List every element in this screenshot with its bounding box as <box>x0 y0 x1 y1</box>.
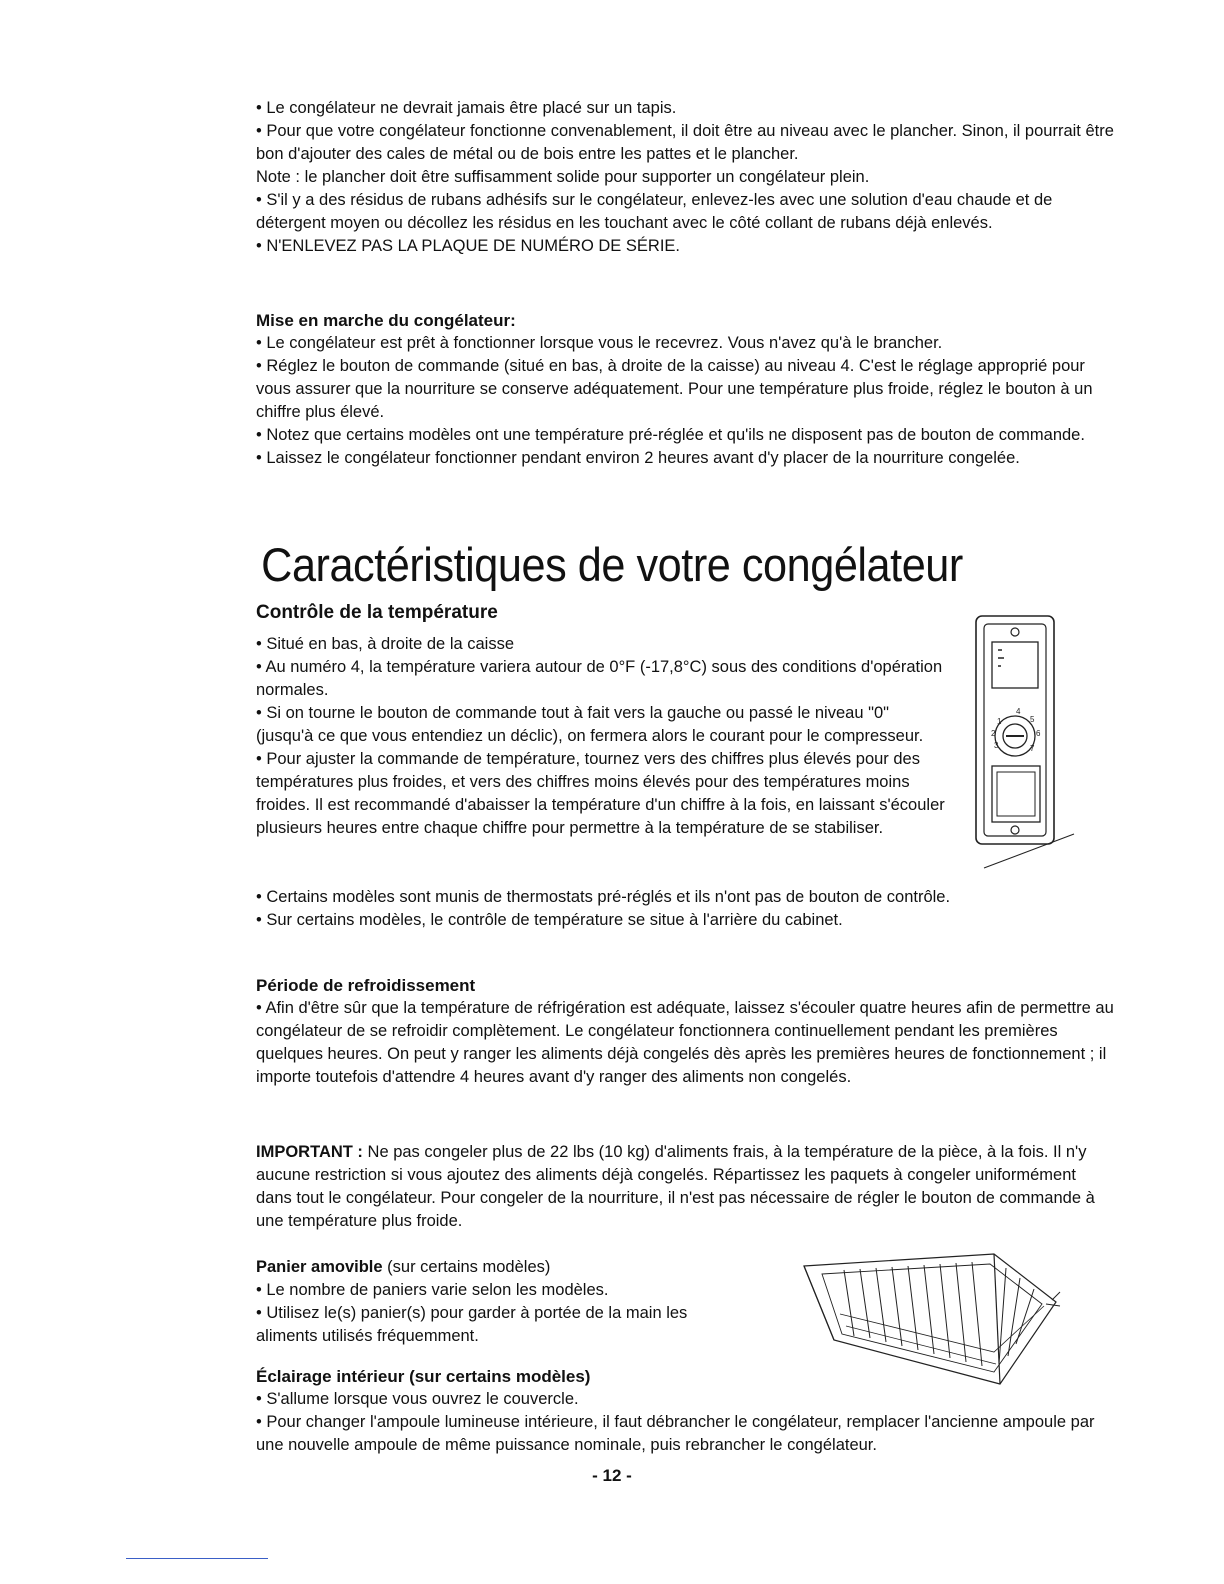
dial-number: 2 <box>991 729 996 738</box>
startup-heading: Mise en marche du congélateur: <box>256 311 516 330</box>
dial-number: 5 <box>1030 715 1035 724</box>
temperature-line: • Pour ajuster la commande de température, tournez vers des chiffres plus élevés pour des températures plus froides, et vers des chiffres moins élevés pour des températures moins froides. Il est recommandé d'abaisser la température d'un chiffre à la fois, en laissant s'écouler plusieurs heures entre chaque chiffre pour permettre à la température de se stabiliser. <box>256 750 945 837</box>
page-number: - 12 - <box>592 1466 632 1485</box>
intro-line: • S'il y a des résidus de rubans adhésifs sur le congélateur, enlevez-les avec une solution d'eau chaude et de détergent moyen ou décollez les résidus en les touchant avec le côté collant de rubans déjà enlevés. <box>256 191 1053 232</box>
dial-number: 6 <box>1036 729 1041 738</box>
cooling-heading: Période de refroidissement <box>256 976 476 995</box>
cooling-section <box>256 974 1116 1089</box>
startup-line: • Laissez le congélateur fonctionner pendant environ 2 heures avant d'y placer de la nourriture congelée. <box>256 449 1020 467</box>
dial-number: 7 <box>1030 744 1035 753</box>
temperature-line: • Au numéro 4, la température variera autour de 0°F (-17,8°C) sous des conditions d'opération normales. <box>256 658 943 699</box>
temperature-section <box>256 633 946 840</box>
dial-number: 3 <box>994 741 999 750</box>
basket-line: • Le nombre de paniers varie selon les modèles. <box>256 1281 609 1299</box>
footer-rule <box>126 1558 268 1559</box>
lighting-line: • Pour changer l'ampoule lumineuse intérieure, il faut débrancher le congélateur, remplacer l'ancienne ampoule par une nouvelle ampoule de même puissance nominale, puis rebrancher le congélateur. <box>256 1413 1095 1454</box>
page-title: Caractéristiques de votre congélateur <box>261 538 963 591</box>
temperature-section-wide <box>256 886 1116 932</box>
basket-section <box>256 1256 696 1348</box>
temperature-heading: Contrôle de la température <box>256 602 498 623</box>
temperature-line: • Si on tourne le bouton de commande tout à fait vers la gauche ou passé le niveau "0" (jusqu'à ce que vous entendiez un déclic), on fermera alors le courant pour le compresseur. <box>256 704 924 745</box>
dial-number: 4 <box>1016 707 1021 716</box>
temperature-line: • Certains modèles sont munis de thermostats pré-réglés et ils n'ont pas de bouton de contrôle. <box>256 888 951 906</box>
important-section <box>256 1141 1116 1233</box>
intro-line: • N'ENLEVEZ PAS LA PLAQUE DE NUMÉRO DE SÉRIE. <box>256 237 680 255</box>
basket-line: • Utilisez le(s) panier(s) pour garder à portée de la main les aliments utilisés fréquemment. <box>256 1304 688 1345</box>
lighting-line: • S'allume lorsque vous ouvrez le couvercle. <box>256 1390 579 1408</box>
important-label: IMPORTANT : <box>256 1143 363 1161</box>
cooling-text: • Afin d'être sûr que la température de réfrigération est adéquate, laissez s'écouler quatre heures afin de permettre au congélateur de se refroidir complètement. Le congélateur fonctionnera continuellement pendant les premières quelques heures. On peut y ranger les aliments déjà congelés dès après les premières heures de fonctionnement ; il importe toutefois d'attendre 4 heures avant d'y ranger des aliments non congelés. <box>256 999 1114 1086</box>
temperature-line: • Sur certains modèles, le contrôle de température se situe à l'arrière du cabinet. <box>256 911 843 929</box>
startup-line: • Notez que certains modèles ont une température pré-réglée et qu'ils ne disposent pas de bouton de commande. <box>256 426 1085 444</box>
startup-line: • Réglez le bouton de commande (situé en bas, à droite de la caisse) au niveau 4. C'est le réglage approprié pour vous assurer que la nourriture se conserve adéquatement. Pour une température plus froide, réglez le bouton à un chiffre plus élevé. <box>256 357 1093 421</box>
startup-section <box>256 309 1116 470</box>
intro-line: • Pour que votre congélateur fonctionne convenablement, il doit être au niveau avec le plancher. Sinon, il pourrait être bon d'ajouter des cales de métal ou de bois entre les pattes et le plancher. <box>256 122 1114 163</box>
basket-heading: Panier amovible <box>256 1258 383 1276</box>
lighting-section <box>256 1365 1116 1457</box>
intro-section <box>256 97 1116 258</box>
startup-line: • Le congélateur est prêt à fonctionner lorsque vous le recevrez. Vous n'avez qu'à le brancher. <box>256 334 943 352</box>
basket-heading-suffix: (sur certains modèles) <box>382 1258 551 1276</box>
intro-line: Note : le plancher doit être suffisamment solide pour supporter un congélateur plein. <box>256 168 870 186</box>
important-text: Ne pas congeler plus de 22 lbs (10 kg) d'aliments frais, à la température de la pièce, à la fois. Il n'y aucune restriction si vous ajoutez des aliments déjà congelés. Répartissez les paquets à congeler uniformément dans tout le congélateur. Pour congeler de la nourriture, il n'est pas nécessaire de régler le bouton de commande à une température plus froide. <box>256 1143 1095 1230</box>
temperature-control-illustration <box>964 606 1084 876</box>
intro-line: • Le congélateur ne devrait jamais être placé sur un tapis. <box>256 99 677 117</box>
lighting-heading: Éclairage intérieur (sur certains modèles) <box>256 1367 591 1386</box>
temperature-line: • Situé en bas, à droite de la caisse <box>256 635 515 653</box>
dial-number: 1 <box>997 717 1002 726</box>
